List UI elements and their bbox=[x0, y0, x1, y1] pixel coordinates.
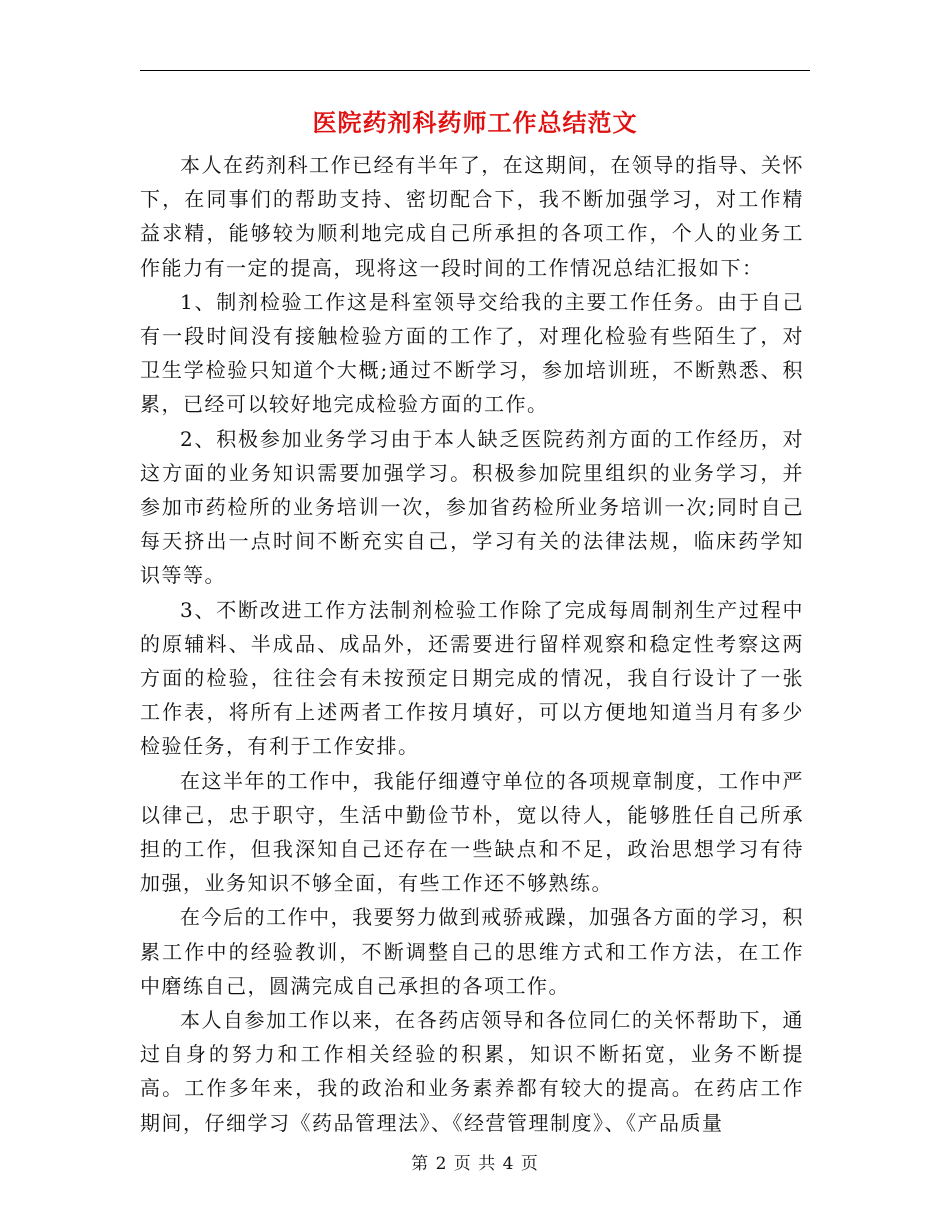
header-rule bbox=[140, 70, 810, 71]
paragraph-item-1: 1、制剂检验工作这是科室领导交给我的主要工作任务。由于自己有一段时间没有接触检验方面的工作了，对理化检验有些陌生了，对卫生学检验只知道个大概;通过不断学习，参加培训班，不断熟悉、积累，已经可以较好地完成检验方面的工作。 bbox=[140, 289, 804, 417]
paragraph-future-plan: 在今后的工作中，我要努力做到戒骄戒躁，加强各方面的学习，积累工作中的经验教训，不断调整自己的思维方式和工作方法，在工作中磨练自己，圆满完成自己承担的各项工作。 bbox=[140, 905, 804, 998]
paragraph-item-2: 2、积极参加业务学习由于本人缺乏医院药剂方面的工作经历，对这方面的业务知识需要加强学习。积极参加院里组织的业务学习，并参加市药检所的业务培训一次，参加省药检所业务培训一次;同时自己每天挤出一点时间不断充实自己，学习有关的法律法规，临床药学知识等等。 bbox=[140, 426, 804, 588]
paragraph-intro: 本人在药剂科工作已经有半年了，在这期间，在领导的指导、关怀下，在同事们的帮助支持、密切配合下，我不断加强学习，对工作精益求精，能够较为顺利地完成自己所承担的各项工作，个人的业务工作能力有一定的提高，现将这一段时间的工作情况总结汇报如下： bbox=[140, 153, 804, 280]
paragraph-self-review: 在这半年的工作中，我能仔细遵守单位的各项规章制度，工作中严以律己，忠于职守，生活中勤俭节朴，宽以待人，能够胜任自己所承担的工作，但我深知自己还存在一些缺点和不足，政治思想学习有待加强，业务知识不够全面，有些工作还不够熟练。 bbox=[140, 768, 804, 896]
page-number-footer: 第 2 页 共 4 页 bbox=[411, 1154, 539, 1174]
paragraph-item-3: 3、不断改进工作方法制剂检验工作除了完成每周制剂生产过程中的原辅料、半成品、成品外，还需要进行留样观察和稳定性考察这两方面的检验，往往会有未按预定日期完成的情况，我自行设计了一张工作表，将所有上述两者工作按月填好，可以方便地知道当月有多少检验任务，有利于工作安排。 bbox=[140, 597, 804, 759]
paragraph-pharmacy-work: 本人自参加工作以来，在各药店领导和各位同仁的关怀帮助下，通过自身的努力和工作相关经验的积累，知识不断拓宽，业务不断提高。工作多年来，我的政治和业务素养都有较大的提高。在药店工作期间，仔细学习《药品管理法》、《经营管理制度》、《产品质量 bbox=[140, 1008, 804, 1135]
document-body bbox=[140, 148, 804, 1140]
document-title: 医院药剂科药师工作总结范文 bbox=[312, 108, 638, 137]
